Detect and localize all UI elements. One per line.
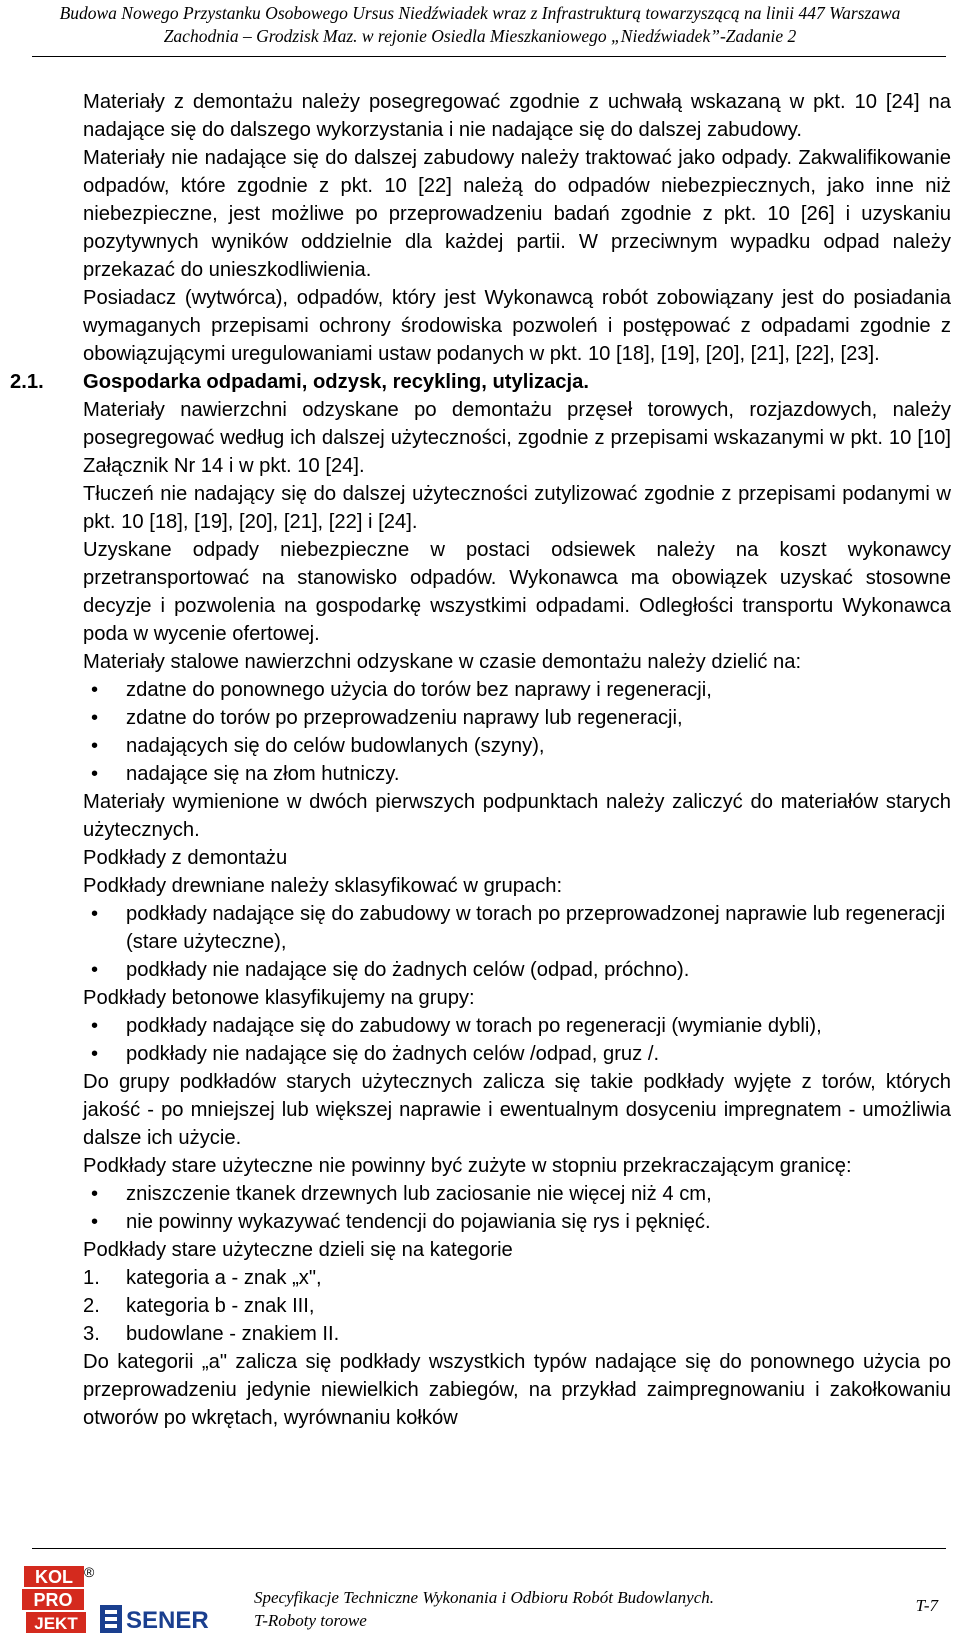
paragraph: Materiały stalowe nawierzchni odzyskane w czasie demontażu należy dzielić na: [83,651,802,673]
list-item: • podkłady nadające się do zabudowy w torach po regeneracji (wymianie dybli), [83,1012,951,1040]
list-item: • nadające się na złom hutniczy. [83,760,951,788]
list-item: • zniszczenie tkanek drzewnych lub zaciosanie nie więcej niż 4 cm, [83,1180,951,1208]
list-marker: 1. [83,1267,100,1289]
section-title: Gospodarka odpadami, odzysk, recykling, utylizacja. [83,371,589,393]
footer-line-1: Specyfikacje Techniczne Wykonania i Odbioru Robót Budowlanych. [254,1588,715,1607]
header-line-2: Zachodnia – Grodzisk Maz. w rejonie Osiedla Mieszkaniowego „Niedźwiadek”-Zadanie 2 [163,26,797,46]
kolprojekt-logo [22,1566,86,1634]
wooden-sleepers-list [83,900,951,984]
section-number: 2.1. [10,371,44,393]
paragraph: Materiały nawierzchni odzyskane po demontażu przęseł torowych, rozjazdowych, należy posegregować według ich dalszej użyteczności, zgodnie z przepisami wskazanymi w pkt. 10 [10] Załącznik Nr 14 i w pkt. 10 [24]. [83,399,951,477]
logo-line: PRO [33,1590,73,1610]
paragraph: Do kategorii „a" zalicza się podkłady wszystkich typów nadające się do ponownego użycia po przeprowadzeniu jedynie niewielkich zabiegów, na przykład zaimpregnowaniu i zakołkowaniu otworów po wkrętach, wyrównaniu kołków [83,1351,951,1429]
footer-caption [254,1586,714,1632]
header-divider [32,56,946,57]
list-item: • nadających się do celów budowlanych (szyny), [83,732,951,760]
sener-logo [100,1605,220,1633]
paragraph: Uzyskane odpady niebezpieczne w postaci odsiewek należy na koszt wykonawcy przetransportować na stanowisko odpadów. Wykonawca ma obowiązek uzyskać stosowne decyzje i pozwolenia na gospodarkę wszystkimi odpadami. Odległości transportu Wykonawca poda w wycenie ofertowej. [83,539,951,645]
intro-paragraph: Posiadacz (wytwórca), odpadów, który jest Wykonawcą robót zobowiązany jest do posiadania wymaganych przepisami ochrony środowiska pozwoleń i postępować z odpadami zgodnie z obowiązującymi uregulowaniami ustaw podanych w pkt. 10 [18], [19], [20], [21], [22], [23]. [83,287,951,365]
list-item-text: budowlane - znakiem II. [126,1323,340,1345]
logo-text: SENER [126,1607,209,1633]
footer-divider [32,1548,946,1549]
list-marker: 3. [83,1323,100,1345]
paragraph: Podkłady betonowe klasyfikujemy na grupy: [83,987,475,1009]
header-line-1: Budowa Nowego Przystanku Osobowego Ursus Niedźwiadek wraz z Infrastrukturą towarzyszącą na linii 447 Warszawa [59,3,901,23]
intro-paragraph: Materiały z demontażu należy posegregować zgodnie z uchwałą wskazaną w pkt. 10 [24] na nadające się do dalszego wykorzystania i nie nadające się do dalszej zabudowy. [83,91,951,141]
list-item [83,1264,951,1292]
intro-paragraph: Materiały nie nadające się do dalszej zabudowy należy traktować jako odpady. Zakwalifikowanie odpadów, które zgodnie z pkt. 10 [22] należą do odpadów niebezpiecznych, jako inne niż niebezpieczne, jest możliwe po przeprowadzeniu badań zgodnie z pkt. 10 [26] i uzyskaniu pozytywnych wyników oddzielnie dla każdej partii. W przeciwnym wypadku odpad należy przekazać do unieszkodliwienia. [83,147,951,281]
paragraph: Podkłady drewniane należy sklasyfikować w grupach: [83,875,563,897]
registered-mark: ® [84,1564,95,1580]
wear-limits-list [83,1180,951,1236]
list-item-text: kategoria a - znak „x", [126,1267,322,1289]
steel-materials-list [83,676,951,788]
footer-line-2: T-Roboty torowe [254,1611,367,1630]
paragraph: Podkłady z demontażu [83,847,288,869]
logo-line: JEKT [34,1614,78,1633]
list-item [83,1292,951,1320]
logo-line: KOL [35,1567,73,1587]
concrete-sleepers-list [83,1012,951,1068]
list-item: • zdatne do ponownego użycia do torów bez naprawy i regeneracji, [83,676,951,704]
document-body [10,88,951,1432]
paragraph: Do grupy podkładów starych użytecznych zalicza się takie podkłady wyjęte z torów, których jakość - po mniejszej lub większej naprawie i ewentualnym dosyceniu impregnatem - umożliwia dalsze ich użycie. [83,1071,951,1149]
list-item [83,1320,951,1348]
paragraph: Podkłady stare użyteczne nie powinny być zużyte w stopniu przekraczającym granicę: [83,1155,852,1177]
page-header [0,2,960,48]
list-item: • podkłady nie nadające się do żadnych celów (odpad, próchno). [83,956,951,984]
list-item: • zdatne do torów po przeprowadzeniu naprawy lub regeneracji, [83,704,951,732]
categories-list [83,1264,951,1348]
list-item: • podkłady nadające się do zabudowy w torach po przeprowadzonej naprawie lub regeneracji (stare użyteczne), [83,900,951,956]
paragraph: Podkłady stare użyteczne dzieli się na kategorie [83,1239,513,1261]
paragraph: Tłuczeń nie nadający się do dalszej użyteczności zutylizować zgodnie z przepisami podanymi w pkt. 10 [18], [19], [20], [21], [22] i [24]. [83,483,951,533]
section-heading [10,368,951,396]
list-marker: 2. [83,1295,100,1317]
list-item: • podkłady nie nadające się do żadnych celów /odpad, gruz /. [83,1040,951,1068]
page-number: T-7 [915,1596,938,1615]
paragraph: Materiały wymienione w dwóch pierwszych podpunktach należy zaliczyć do materiałów starych użytecznych. [83,791,951,841]
list-item-text: kategoria b - znak III, [126,1295,315,1317]
list-item: • nie powinny wykazywać tendencji do pojawiania się rys i pęknięć. [83,1208,951,1236]
